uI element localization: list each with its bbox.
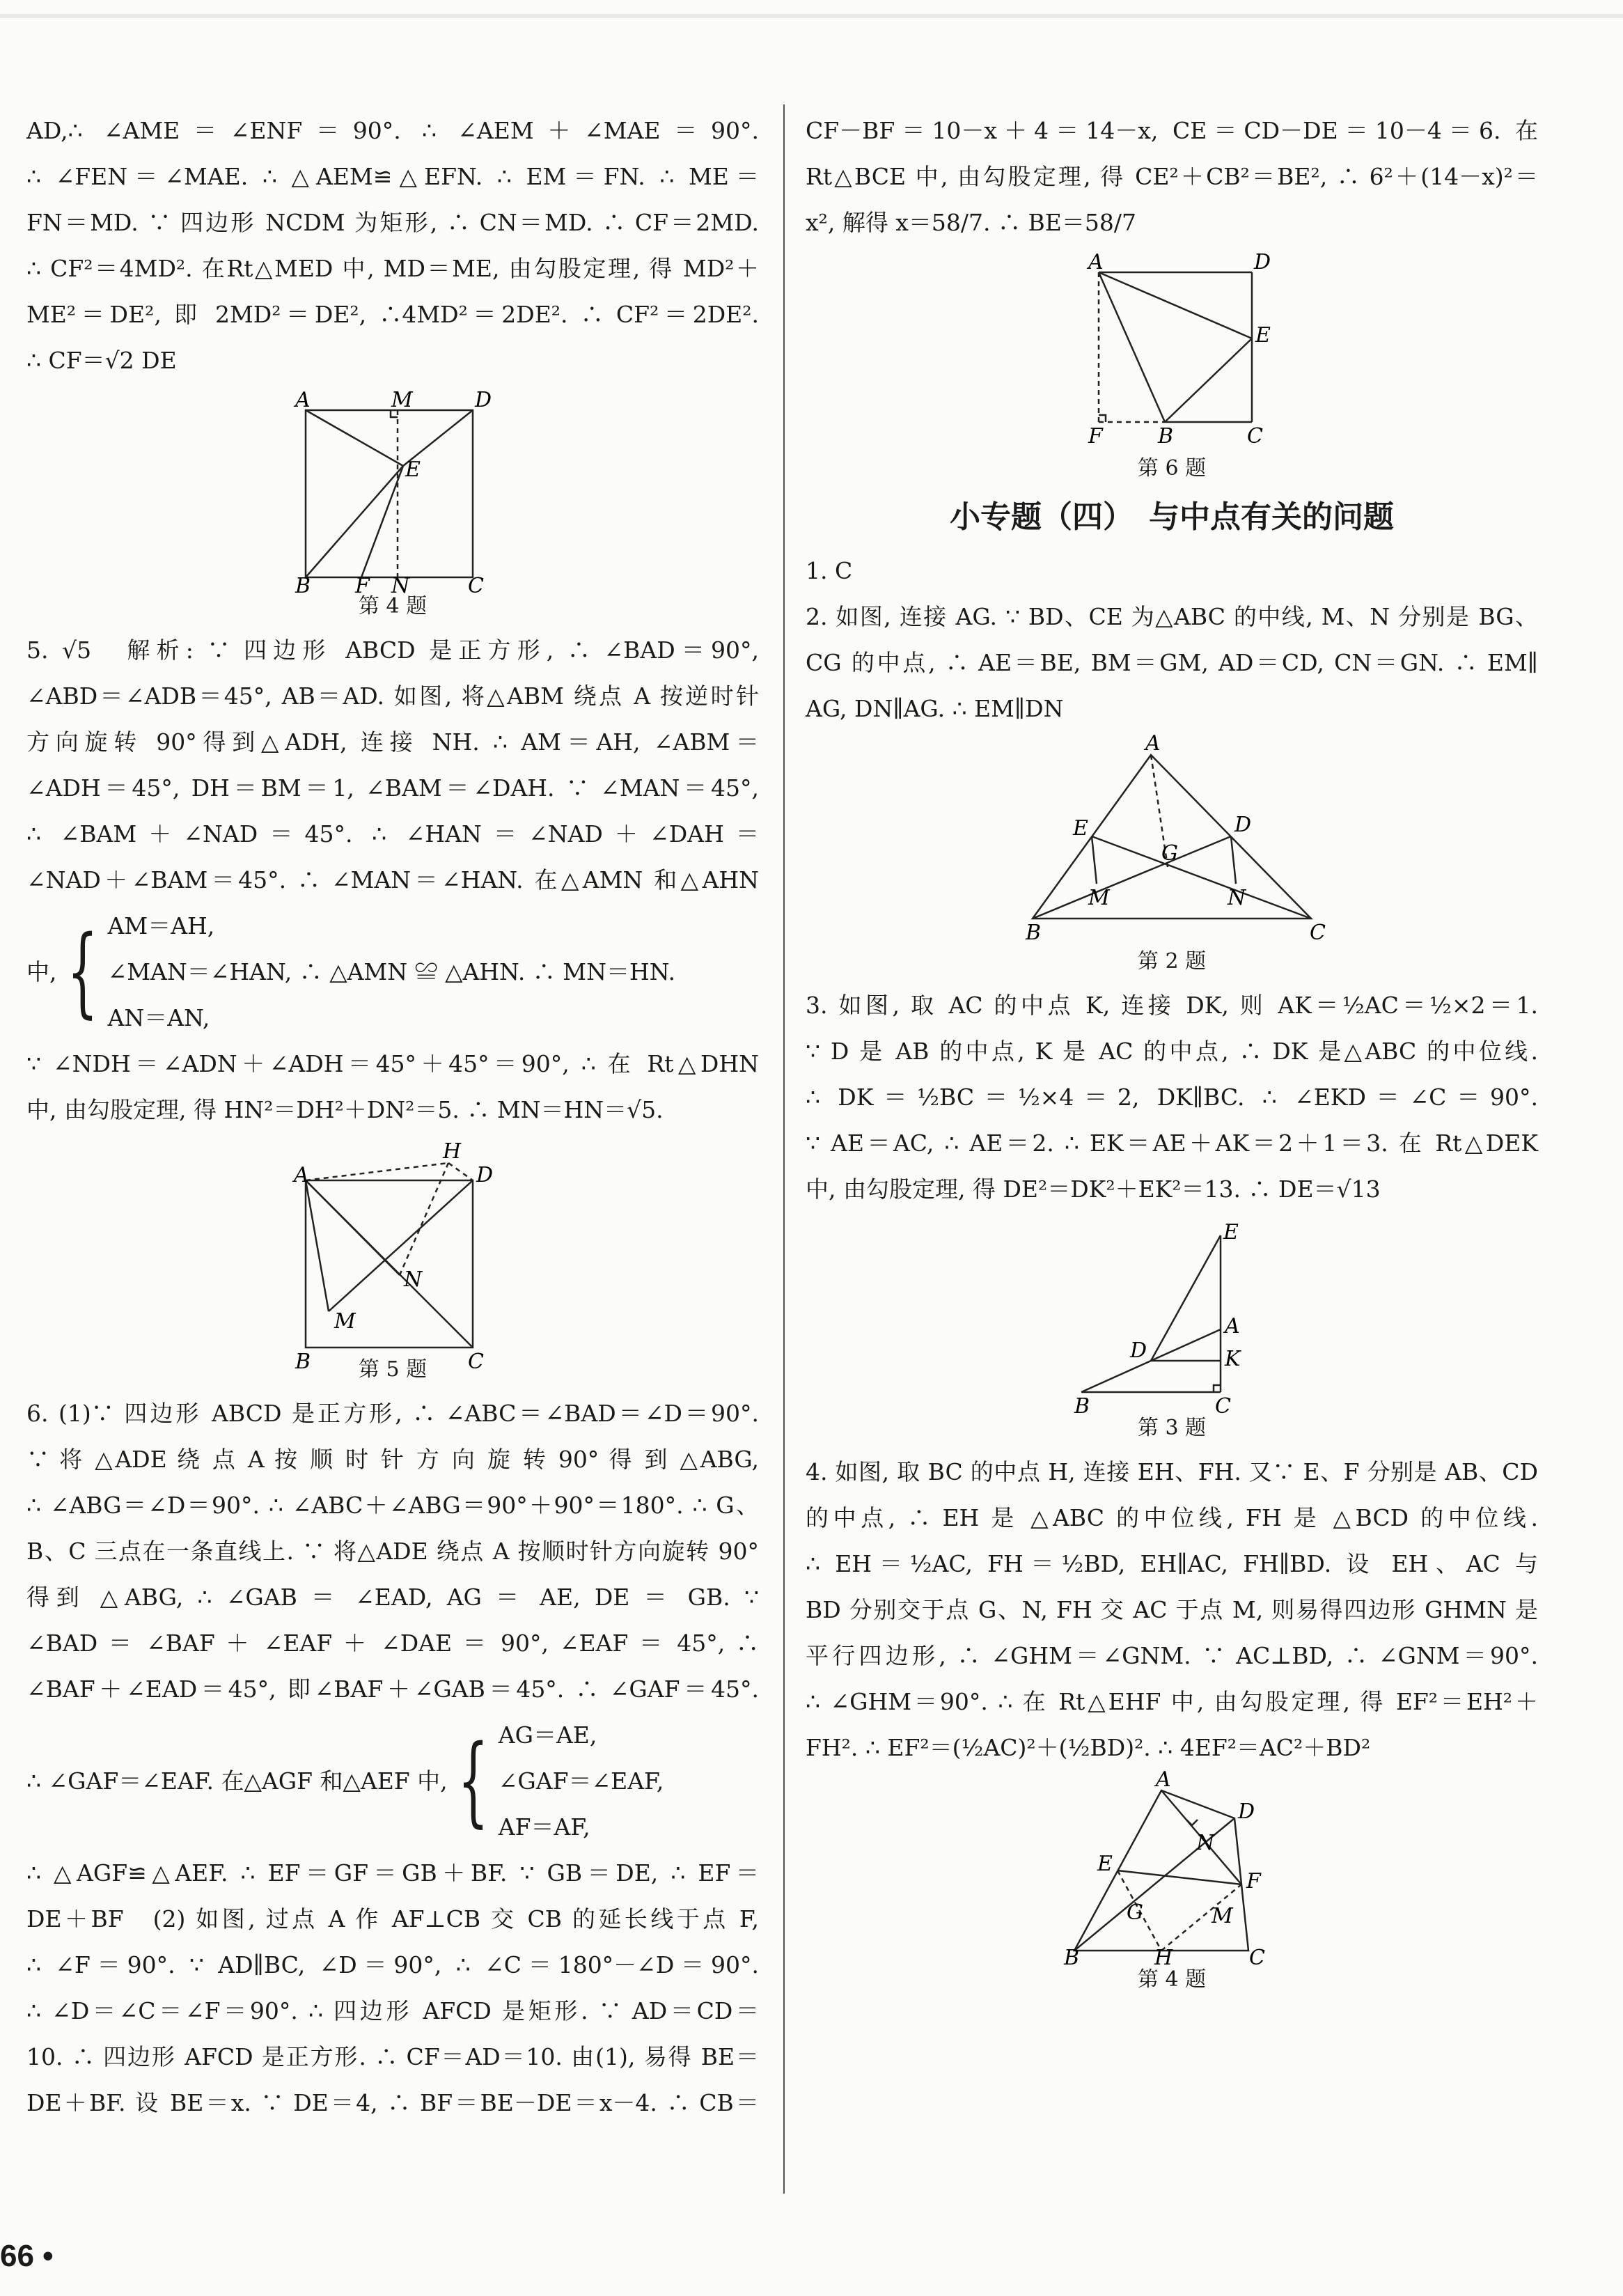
point-label: C — [1249, 1946, 1265, 1970]
text-line: FH². ∴ EF²＝(½AC)²＋(½BD)². ∴ 4EF²＝AC²＋BD² — [806, 1734, 1371, 1761]
text-block — [26, 1391, 759, 1712]
figure-6-diagram — [1067, 251, 1276, 453]
point-label: C — [1247, 424, 1263, 448]
point-label: F — [1088, 424, 1103, 448]
point-label: H — [1154, 1946, 1173, 1970]
text-line: ∴ ∠GHM＝90°. ∴ 在 Rt△EHF 中, 由勾股定理, 得 EF²＝EH²＋ — [806, 1688, 1538, 1715]
text-line: 10. ∴ 四边形 AFCD 是正方形. ∴ CF＝AD＝10. 由(1), 易得 BE＝ — [26, 2043, 759, 2070]
point-label: E — [1097, 1852, 1113, 1876]
point-label: C — [468, 574, 484, 598]
text-line: FN＝MD. ∵ 四边形 NCDM 为矩形, ∴ CN＝MD. ∴ CF＝2MD. — [26, 209, 759, 236]
text-line: CG 的中点, ∴ AE＝BE, BM＝GM, AD＝CD, CN＝GN. ∴ EM∥ — [806, 649, 1538, 676]
text-line: DE＋BF (2) 如图, 过点 A 作 AF⊥CB 交 CB 的延长线于点 F, — [26, 1905, 759, 1932]
text-block — [806, 548, 1538, 732]
point-label: F — [1246, 1869, 1261, 1893]
text-block — [806, 108, 1538, 246]
figure-4 — [26, 389, 759, 620]
text-line: 4. 如图, 取 BC 的中点 H, 连接 EH、FH. 又∵ E、F 分别是 AB、CD — [806, 1458, 1538, 1485]
figure-6 — [806, 251, 1538, 483]
system-prefix: 中, — [26, 958, 57, 985]
right-column — [806, 108, 1538, 2001]
text-line: x², 解得 x＝58/7. ∴ BE＝58/7 — [806, 209, 1136, 236]
figure-5 — [26, 1139, 759, 1384]
point-label: C — [1310, 921, 1326, 945]
system-row: AN＝AN, — [107, 1004, 210, 1031]
text-line: ∴ ∠FEN＝∠MAE. ∴ △AEM≌△EFN. ∴ EM＝FN. ∴ ME＝ — [26, 163, 759, 190]
text-block — [806, 1449, 1538, 1771]
point-label: B — [1064, 1946, 1080, 1970]
figure-4-diagram — [288, 388, 497, 598]
point-label: A — [1225, 1314, 1240, 1338]
point-label: F — [355, 574, 370, 598]
text-line: ∠BAD ＝ ∠BAF ＋ ∠EAF ＋ ∠DAE ＝ 90°, ∠EAF ＝ 45°, ∴ — [26, 1630, 759, 1657]
point-label: D — [1130, 1338, 1147, 1363]
left-column — [26, 108, 759, 2126]
text-line: 5. √5 解析: ∵ 四边形 ABCD 是正方形, ∴ ∠BAD＝90°, — [26, 637, 759, 664]
figure-caption: 第 2 题 — [1137, 949, 1207, 974]
point-label: E — [1073, 816, 1088, 841]
system-rows — [499, 1712, 664, 1850]
text-line: AG, DN∥AG. ∴ EM∥DN — [806, 695, 1064, 722]
point-label: N — [391, 574, 410, 598]
figure-caption: 第 4 题 — [1137, 1967, 1207, 1992]
text-line: ∴ CF²＝4MD². 在Rt△MED 中, MD＝ME, 由勾股定理, 得 MD²＋ — [26, 255, 759, 282]
point-label: C — [468, 1350, 484, 1374]
point-label: B — [295, 574, 311, 598]
column-divider — [783, 104, 785, 2194]
figure-3 — [806, 1218, 1538, 1442]
point-label: B — [295, 1350, 311, 1374]
point-label: D — [1254, 250, 1271, 274]
system-row: ∠GAF＝∠EAF, — [498, 1767, 664, 1795]
figure-caption: 第 3 题 — [1137, 1416, 1207, 1440]
point-label: B — [1026, 921, 1042, 945]
page-number: 66 • — [0, 2239, 54, 2273]
point-label: K — [1225, 1347, 1241, 1371]
figure-4-right-diagram — [1057, 1767, 1287, 1970]
text-line: ∠BAF＋∠EAD＝45°, 即∠BAF＋∠GAB＝45°. ∴ ∠GAF＝45°. — [26, 1676, 759, 1703]
text-line: ∴ EH＝½AC, FH＝½BD, EH∥AC, FH∥BD. 设 EH、AC 与 — [806, 1550, 1538, 1577]
equation-system — [26, 1712, 759, 1850]
text-line: 3. 如图, 取 AC 的中点 K, 连接 DK, 则 AK＝½AC＝½×2＝1. — [806, 992, 1538, 1019]
system-prefix: ∴ ∠GAF＝∠EAF. 在△AGF 和△AEF 中, — [26, 1767, 448, 1795]
point-label: D — [1234, 813, 1252, 837]
point-label: M — [334, 1309, 356, 1334]
text-block — [806, 983, 1538, 1212]
text-line: B、C 三点在一条直线上. ∵ 将△ADE 绕点 A 按顺时针方向旋转 90° — [26, 1538, 759, 1565]
text-line: ∠ADH＝45°, DH＝BM＝1, ∠BAM＝∠DAH. ∵ ∠MAN＝45°, — [26, 774, 759, 802]
point-label: D — [1238, 1799, 1255, 1824]
brace-symbol: { — [457, 1724, 489, 1838]
text-block — [26, 1041, 759, 1133]
system-row: AF＝AF, — [498, 1813, 590, 1841]
figure-4-right — [806, 1767, 1538, 1994]
point-label: G — [1127, 1900, 1143, 1925]
point-label: A — [1088, 250, 1104, 274]
text-line: ∴ ∠D＝∠C＝∠F＝90°. ∴ 四边形 AFCD 是矩形. ∵ AD＝CD＝ — [26, 1997, 759, 2024]
figure-2-diagram — [1019, 731, 1326, 946]
point-label: A — [295, 388, 311, 412]
figure-2 — [806, 731, 1538, 976]
text-block — [26, 627, 759, 903]
point-label: E — [1223, 1220, 1239, 1244]
system-row: AG＝AE, — [498, 1721, 597, 1749]
text-line: ∠NAD＋∠BAM＝45°. ∴ ∠MAN＝∠HAN. 在△AMN 和△AHN — [26, 866, 759, 893]
text-line: ∵ D 是 AB 的中点, K 是 AC 的中点, ∴ DK 是△ABC 的中位线. — [806, 1038, 1538, 1065]
text-line: 中, 由勾股定理, 得 DE²＝DK²＋EK²＝13. ∴ DE＝√13 — [806, 1176, 1381, 1203]
text-line: ∵ 将 △ADE 绕 点 A 按 顺 时 针 方 向 旋 转 90° 得 到 △ABG, — [26, 1446, 759, 1473]
point-label: M — [1212, 1904, 1233, 1928]
text-line: 方向旋转 90°得到△ADH, 连接 NH. ∴ AM＝AH, ∠ABM＝ — [26, 728, 759, 756]
point-label: M — [391, 388, 413, 412]
point-label: N — [1228, 886, 1246, 910]
text-line: BD 分别交于点 G、N, FH 交 AC 于点 M, 则易得四边形 GHMN 是 — [806, 1596, 1538, 1623]
point-label: E — [405, 458, 421, 482]
point-label: M — [1088, 886, 1110, 910]
top-edge-line — [0, 14, 1623, 18]
text-line: 的中点, ∴ EH 是 △ABC 的中位线, FH 是 △BCD 的中位线. — [806, 1504, 1538, 1531]
text-line: 1. C — [806, 557, 853, 584]
text-line: 中, 由勾股定理, 得 HN²＝DH²＋DN²＝5. ∴ MN＝HN＝√5. — [26, 1096, 664, 1123]
point-label: D — [476, 1163, 494, 1187]
text-line: 2. 如图, 连接 AG. ∵ BD、CE 为△ABC 的中线, M、N 分别是 BG、 — [806, 603, 1538, 630]
point-label: A — [294, 1163, 309, 1187]
equation-system — [26, 903, 759, 1041]
point-label: B — [1158, 424, 1174, 448]
text-line: 平行四边形, ∴ ∠GHM＝∠GNM. ∵ AC⊥BD, ∴ ∠GNM＝90°. — [806, 1642, 1538, 1669]
text-line: CF－BF＝10－x＋4＝14－x, CE＝CD－DE＝10－4＝6. 在 — [806, 117, 1538, 144]
figure-caption: 第 6 题 — [1137, 456, 1207, 481]
point-label: H — [443, 1139, 462, 1164]
system-row: AM＝AH, — [107, 912, 215, 939]
system-row: ∠MAN＝∠HAN, ∴ △AMN ≌ △AHN. ∴ MN＝HN. — [107, 958, 675, 985]
text-line: ∠ABD＝∠ADB＝45°, AB＝AD. 如图, 将△ABM 绕点 A 按逆时针 — [26, 682, 759, 710]
point-label: N — [1196, 1831, 1215, 1855]
point-label: A — [1156, 1767, 1171, 1792]
text-line: Rt△BCE 中, 由勾股定理, 得 CE²＋CB²＝BE², ∴ 6²＋(14－x)²＝ — [806, 163, 1538, 190]
text-line: 得到 △ABG, ∴ ∠GAB ＝ ∠EAD, AG ＝ AE, DE ＝ GB. ∵ — [26, 1584, 759, 1611]
text-line: AD,∴ ∠AME＝∠ENF＝90°. ∴ ∠AEM＋∠MAE＝90°. — [26, 117, 759, 144]
point-label: D — [475, 388, 492, 412]
figure-caption: 第 4 题 — [358, 594, 428, 618]
point-label: B — [1074, 1394, 1090, 1419]
brace-symbol: { — [66, 915, 98, 1029]
text-block — [26, 108, 759, 384]
point-label: N — [404, 1267, 423, 1292]
text-line: ∴ ∠ABG＝∠D＝90°. ∴ ∠ABC＋∠ABG＝90°＋90°＝180°. ∴ G、 — [26, 1492, 759, 1519]
text-line: ∴ △AGF≌△AEF. ∴ EF＝GF＝GB＋BF. ∵ GB＝DE, ∴ EF＝ — [26, 1859, 759, 1887]
point-label: C — [1215, 1394, 1231, 1419]
text-line: 6. (1)∵ 四边形 ABCD 是正方形, ∴ ∠ABC＝∠BAD＝∠D＝90°. — [26, 1400, 759, 1427]
system-rows — [108, 903, 675, 1041]
text-line: ∴ DK＝½BC＝½×4＝2, DK∥BC. ∴ ∠EKD＝∠C＝90°. — [806, 1084, 1538, 1111]
text-line: DE＋BF. 设 BE＝x. ∵ DE＝4, ∴ BF＝BE－DE＝x－4. ∴ CB＝ — [26, 2089, 759, 2116]
point-label: G — [1161, 841, 1178, 866]
point-label: E — [1255, 323, 1271, 347]
text-block — [26, 1850, 759, 2126]
text-line: ∴ CF＝√2 DE — [26, 347, 177, 374]
text-line: ∵ AE＝AC, ∴ AE＝2. ∴ EK＝AE＋AK＝2＋1＝3. 在 Rt△DEK — [806, 1130, 1538, 1157]
point-label: A — [1145, 731, 1161, 756]
section-heading: 小专题（四） 与中点有关的问题 — [950, 499, 1394, 535]
text-line: ∴ ∠F＝90°. ∵ AD∥BC, ∠D＝90°, ∴ ∠C＝180°－∠D＝90°. — [26, 1951, 759, 1978]
figure-caption: 第 5 题 — [358, 1357, 428, 1382]
figure-3-diagram — [1067, 1218, 1276, 1419]
text-line: ∵ ∠NDH＝∠ADN＋∠ADH＝45°＋45°＝90°, ∴ 在 Rt△DHN — [26, 1050, 759, 1077]
text-line: ME²＝DE², 即 2MD²＝DE², ∴4MD²＝2DE². ∴ CF²＝2DE². — [26, 301, 759, 328]
text-line: ∴ ∠BAM＋∠NAD＝45°. ∴ ∠HAN＝∠NAD＋∠DAH＝ — [26, 820, 759, 848]
